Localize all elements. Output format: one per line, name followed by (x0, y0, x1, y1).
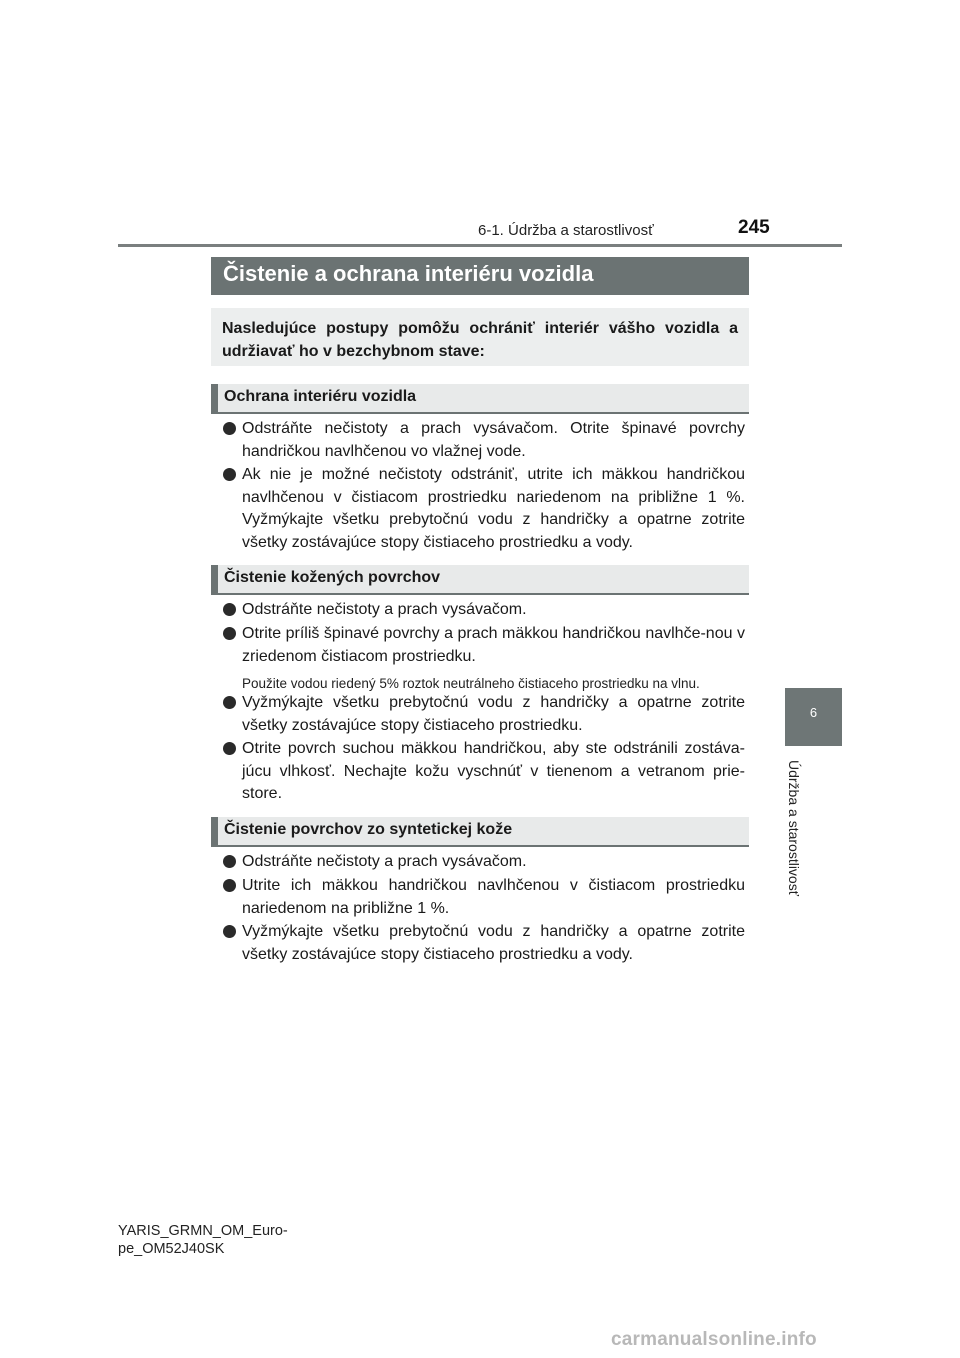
cleaning-note: Použite vodou riedený 5% roztok neutrálneho čistiaceho prostriedku na vlnu. (242, 676, 700, 691)
list-item-text: Otrite povrch suchou mäkkou handričkou, aby ste odstránili zostáva-júcu vlhkosť. Nechajte kožu vyschnúť v tienenom a vetranom prie-store. (242, 740, 745, 802)
subheading-label: Čistenie kožených povrchov (224, 569, 441, 586)
bullet-dot-icon (223, 627, 236, 640)
list-item-text: Vyžmýkajte všetku prebytočnú vodu z handričky a opatrne zotrite všetky zostávajúce stopy čistiaceho prostriedku. (242, 694, 745, 734)
list-item (223, 738, 745, 806)
subheading-leather-cleaning (211, 565, 749, 595)
page-number: 245 (738, 217, 770, 238)
list-item-text: Odstráňte nečistoty a prach vysávačom. Otrite špinavé povrchy handričkou navlhčenou vo vlažnej vode. (242, 420, 745, 460)
subheading-label: Čistenie povrchov zo syntetickej kože (224, 821, 513, 838)
bullet-dot-icon (223, 603, 236, 616)
list-item-text: Vyžmýkajte všetku prebytočnú vodu z handričky a opatrne zotrite všetky zostávajúce stopy čistiaceho prostriedku a vody. (242, 923, 745, 963)
list-item-text: Utrite ich mäkkou handričkou navlhčenou v čistiacom prostriedku nariedenom na približne 1 %. (242, 877, 745, 917)
list-item (223, 692, 745, 737)
list-item (223, 418, 745, 463)
subheading-interior-protection (211, 384, 749, 414)
list-item (223, 875, 745, 920)
bullet-dot-icon (223, 696, 236, 709)
list-item (223, 599, 745, 622)
bullet-dot-icon (223, 855, 236, 868)
list-item-text: Otrite príliš špinavé povrchy a prach mäkkou handričkou navlhče-nou v zriedenom čistiacom prostriedku. (242, 625, 745, 665)
bullet-dot-icon (223, 925, 236, 938)
bullet-dot-icon (223, 742, 236, 755)
list-item (223, 851, 745, 874)
page-title-bar (211, 257, 749, 295)
subheading-synthetic-leather-cleaning (211, 817, 749, 847)
intro-box (211, 308, 749, 366)
page-title: Čistenie a ochrana interiéru vozidla (223, 261, 594, 286)
bullet-dot-icon (223, 422, 236, 435)
chapter-tab (785, 688, 842, 746)
footer-document-id (118, 1222, 288, 1258)
bullet-dot-icon (223, 468, 236, 481)
list-item (223, 464, 745, 554)
header-rule (118, 244, 842, 247)
footer-line-1: YARIS_GRMN_OM_Euro- (118, 1223, 288, 1239)
running-header-section: 6-1. Údržba a starostlivosť (478, 222, 654, 239)
chapter-side-label: Údržba a starostlivosť (786, 760, 802, 896)
list-item-text: Odstráňte nečistoty a prach vysávačom. (242, 853, 527, 870)
chapter-number: 6 (809, 705, 818, 720)
list-item (223, 623, 745, 668)
chapter-side-label-wrap (786, 760, 816, 900)
list-item-text: Ak nie je možné nečistoty odstrániť, utrite ich mäkkou handričkou navlhčenou v čistiacom prostriedku nariedenom na približne 1 %. Vyžmýkajte všetku prebytočnú vodu z handričky a opatrne zotrite všetky zostávajúce stopy čistiaceho prostriedku a vody. (242, 466, 745, 551)
subheading-label: Ochrana interiéru vozidla (224, 388, 417, 405)
list-item (223, 921, 745, 966)
list-item-text: Odstráňte nečistoty a prach vysávačom. (242, 601, 527, 618)
footer-line-2: pe_OM52J40SK (118, 1241, 225, 1257)
watermark: carmanualsonline.info (611, 1329, 817, 1350)
bullet-dot-icon (223, 879, 236, 892)
intro-text: Nasledujúce postupy pomôžu ochrániť interiér vášho vozidla a udržiavať ho v bezchybnom stave: (222, 320, 738, 360)
